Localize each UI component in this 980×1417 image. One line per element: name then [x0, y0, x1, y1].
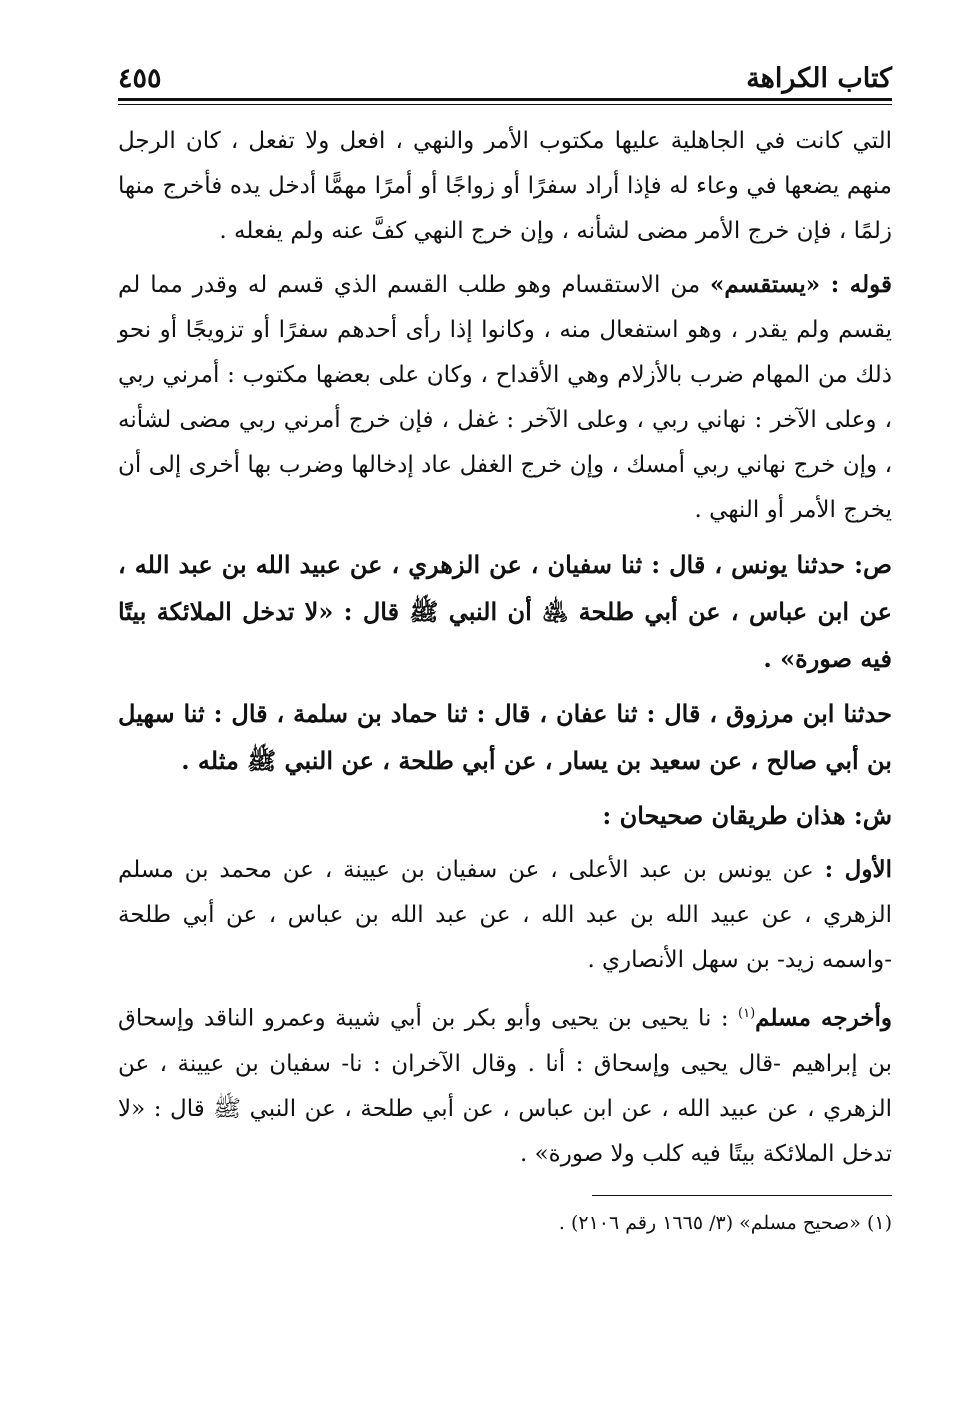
footnote-ref[interactable]: (١) [738, 1006, 756, 1021]
header-rule-thin [118, 104, 892, 105]
footnote-separator [592, 1195, 892, 1196]
page-header [118, 48, 892, 94]
page-number: ٤٥٥ [118, 63, 162, 94]
paragraph-lead: وأخرجه مسلم [755, 1004, 892, 1032]
hadith-text: حدثنا ابن مرزوق ، قال : ثنا عفان ، قال : ثنا حماد بن سلمة ، قال : ثنا سهيل بن أبي صالح ، عن سعيد بن يسار ، عن أبي طلحة ، عن النبي ﷺ مثله . [118, 699, 892, 775]
page-body [118, 119, 892, 1177]
page [118, 48, 892, 1240]
paragraph: التي كانت في الجاهلية عليها مكتوب الأمر والنهي ، افعل ولا تفعل ، كان الرجل منهم يضعها في وعاء له فإذا أراد سفرًا أو زواجًا أو أمرًا مهمًّا أدخل يده فأخرج منها زلمًا ، فإن خرج الأمر مضى لشأنه ، وإن خرج النهي كفَّ عنه ولم يفعله . [118, 128, 892, 244]
paragraph-lead: قوله : «يستقسم» [710, 271, 892, 298]
header-rule-thick [118, 98, 892, 101]
paragraph-text: من الاستقسام وهو طلب القسم الذي قسم له وقدر مما لم يقسم ولم يقدر ، وهو استفعال منه ، وكانوا إذا رأى أحدهم سفرًا أو تزويجًا أو نحو ذلك من المهام ضرب بالأزلام وهي الأقداح ، وكان على بعضها مكتوب : أمرني ربي ، وعلى الآخر : نهاني ربي ، وعلى الآخر : غفل ، فإن خرج أمرني ربي مضى لشأنه ، وإن خرج نهاني ربي أمسك ، وإن خرج الغفل عاد إدخالها وضرب بها أخرى إلى أن يخرج الأمر أو النهي . [118, 272, 892, 523]
hadith-text: ص: حدثنا يونس ، قال : ثنا سفيان ، عن الزهري ، عن عبيد الله بن عبد الله ، عن ابن عباس ، عن أبي طلحة ﵁ أن النبي ﷺ قال : «لا تدخل الملائكة بيتًا فيه صورة» . [118, 550, 892, 673]
paragraph-text: : نا يحيى بن يحيى وأبو بكر بن أبي شيبة وعمرو الناقد وإسحاق بن إبراهيم -قال يحيى وإسحاق : أنا . وقال الآخران : نا- سفيان بن عيينة ، عن الزهري ، عن عبيد الله ، عن ابن عباس ، عن أبي طلحة ، عن النبي ﷺ قال : «لا تدخل الملائكة بيتًا فيه كلب ولا صورة» . [118, 1005, 892, 1167]
sharh-heading: ش: هذان طريقان صحيحان : [602, 801, 892, 830]
book-title: كتاب الكراهة [746, 63, 892, 94]
footnote: (١) «صحيح مسلم» (٣/ ١٦٦٥ رقم ٢١٠٦) . [558, 1211, 892, 1234]
paragraph [118, 262, 892, 533]
paragraph-text: عن يونس بن عبد الأعلى ، عن سفيان بن عيينة ، عن محمد بن مسلم الزهري ، عن عبيد الله بن عبد الله ، عن عبد الله بن عباس ، عن أبي طلحة -واسمه زيد- بن سهل الأنصاري . [118, 857, 892, 973]
paragraph [118, 991, 892, 1177]
paragraph [118, 847, 892, 983]
paragraph-lead: الأول : [824, 856, 892, 883]
